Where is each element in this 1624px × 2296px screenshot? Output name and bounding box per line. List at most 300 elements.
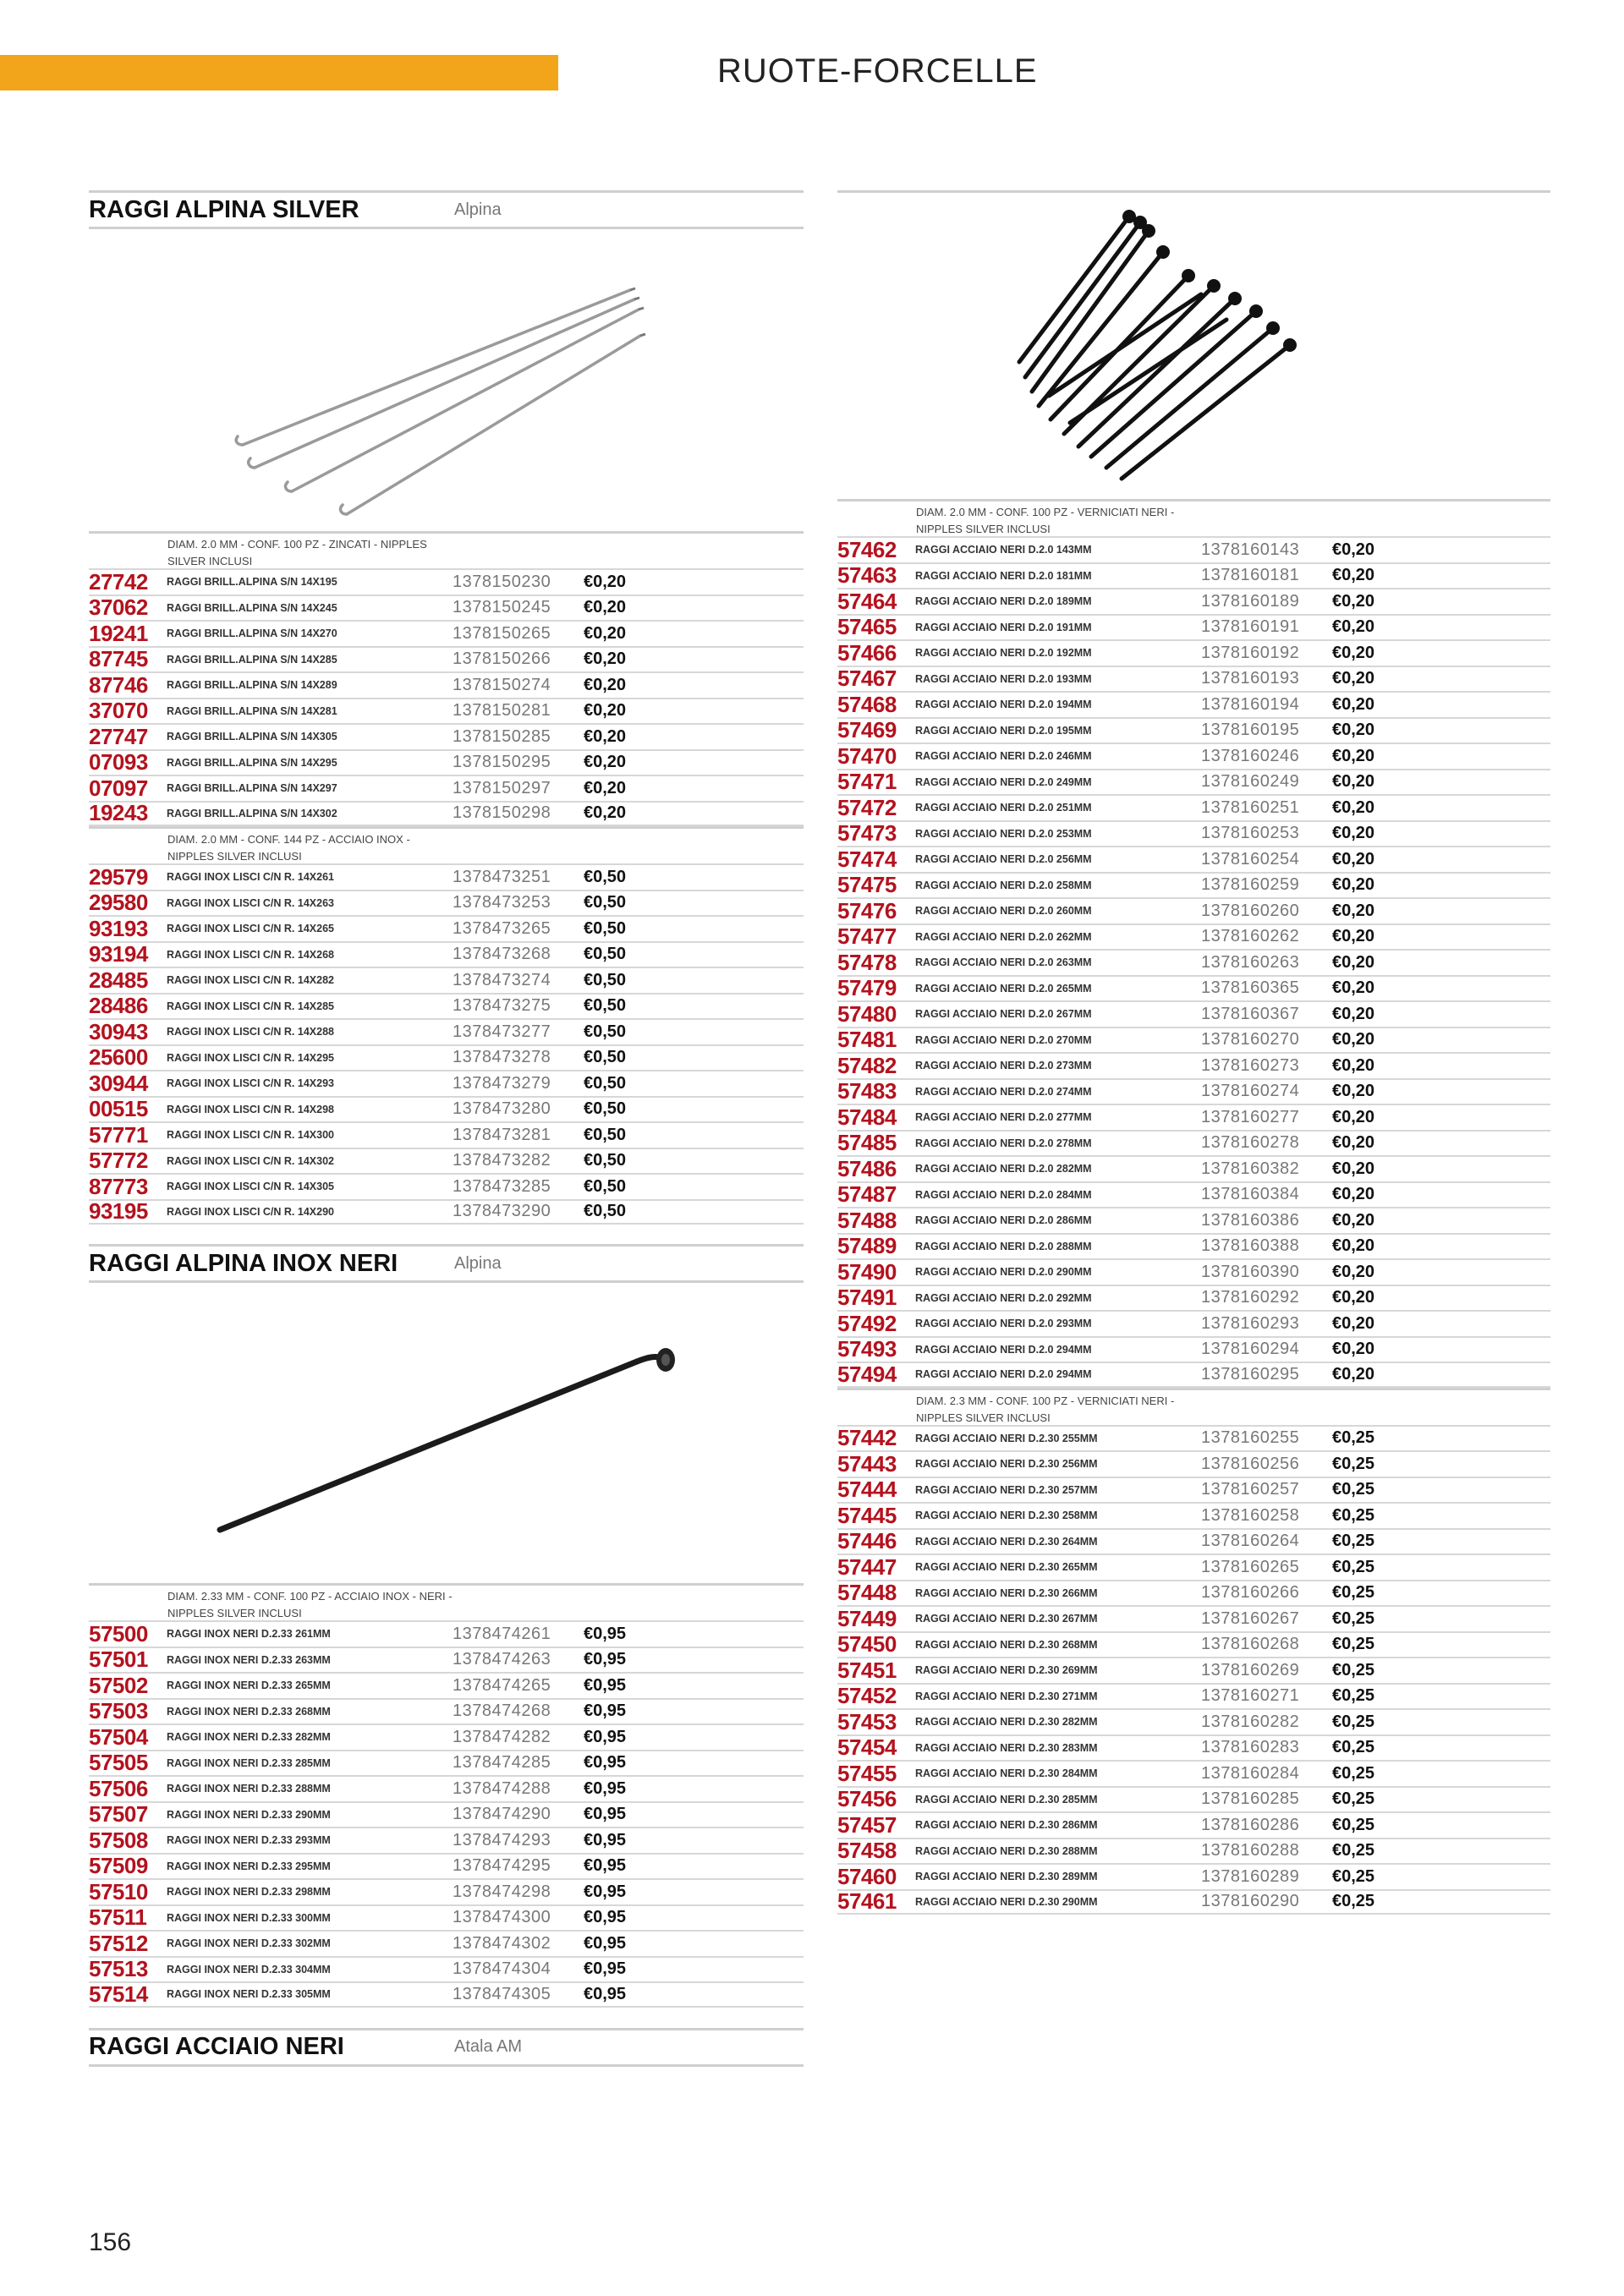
- product-code: 57484: [837, 1104, 897, 1130]
- unit-price: €0,25: [1332, 1815, 1375, 1834]
- unit-price: €0,20: [1332, 875, 1375, 895]
- product-description: RAGGI ACCIAIO NERI D.2.0 267MM: [915, 1008, 1092, 1021]
- table-row: [837, 1657, 1550, 1683]
- table-row: [89, 1853, 804, 1879]
- ean-code: 1378160284: [1201, 1763, 1300, 1783]
- section-header-alpina-silver: [89, 190, 804, 229]
- product-description: RAGGI ACCIAIO NERI D.2.0 286MM: [915, 1214, 1092, 1227]
- unit-price: €0,20: [1332, 952, 1375, 972]
- ean-code: 1378473282: [453, 1151, 551, 1170]
- ean-code: 1378160283: [1201, 1738, 1300, 1757]
- ean-code: 1378160384: [1201, 1185, 1300, 1204]
- product-description: RAGGI INOX NERI D.2.33 298MM: [167, 1886, 331, 1899]
- unit-price: €0,95: [584, 1830, 627, 1849]
- product-code: 57457: [837, 1811, 897, 1838]
- product-description: RAGGI INOX LISCI C/N R. 14X298: [167, 1103, 334, 1115]
- ean-code: 1378160253: [1201, 824, 1300, 843]
- unit-price: €0,25: [1332, 1583, 1375, 1603]
- table-row: [89, 595, 804, 621]
- table-row: [89, 801, 804, 827]
- section-header-acciaio-neri: [89, 2028, 804, 2067]
- product-description: RAGGI BRILL.ALPINA S/N 14X289: [167, 679, 337, 692]
- unit-price: €0,50: [584, 1176, 627, 1196]
- ean-code: 1378160254: [1201, 849, 1300, 869]
- product-description: RAGGI BRILL.ALPINA S/N 14X297: [167, 782, 337, 795]
- unit-price: €0,50: [584, 1048, 627, 1067]
- table-row: [837, 1528, 1550, 1554]
- product-code: 57444: [837, 1477, 897, 1503]
- unit-price: €0,20: [1332, 901, 1375, 920]
- ean-code: 1378160382: [1201, 1159, 1300, 1178]
- product-description: RAGGI BRILL.ALPINA S/N 14X245: [167, 601, 337, 614]
- product-description: RAGGI INOX NERI D.2.33 261MM: [167, 1628, 331, 1641]
- table-row: [837, 1104, 1550, 1130]
- product-description: RAGGI ACCIAIO NERI D.2.0 290MM: [915, 1266, 1092, 1279]
- ean-code: 1378473253: [453, 893, 551, 912]
- ean-code: 1378160289: [1201, 1866, 1300, 1886]
- section-brand: Atala AM: [454, 2037, 523, 2056]
- section-header-alpina-inox-neri: [89, 1244, 804, 1283]
- ean-code: 1378160365: [1201, 978, 1300, 998]
- unit-price: €0,20: [1332, 540, 1375, 559]
- header-accent-bar: [0, 55, 558, 90]
- table-row: [837, 1683, 1550, 1709]
- table-row: [89, 723, 804, 749]
- table-row: [89, 915, 804, 941]
- section-title: RAGGI ALPINA SILVER: [89, 195, 359, 223]
- table-row: [837, 1553, 1550, 1580]
- ean-code: 1378160390: [1201, 1262, 1300, 1281]
- product-description: RAGGI INOX LISCI C/N R. 14X302: [167, 1154, 334, 1167]
- unit-price: €0,95: [584, 1805, 627, 1824]
- product-code: 57492: [837, 1310, 897, 1336]
- unit-price: €0,20: [1332, 591, 1375, 611]
- product-code: 57451: [837, 1657, 897, 1683]
- product-code: 00515: [89, 1096, 148, 1122]
- ean-code: 1378474302: [453, 1933, 551, 1953]
- ean-code: 1378160282: [1201, 1712, 1300, 1731]
- unit-price: €0,50: [584, 1022, 627, 1041]
- product-description: RAGGI INOX NERI D.2.33 304MM: [167, 1963, 331, 1975]
- product-code: 57477: [837, 923, 897, 950]
- product-code: 57474: [837, 846, 897, 872]
- unit-price: €0,20: [1332, 566, 1375, 585]
- unit-price: €0,25: [1332, 1841, 1375, 1860]
- unit-price: €0,20: [1332, 1288, 1375, 1307]
- table-row: [89, 1904, 804, 1931]
- ean-code: 1378160290: [1201, 1892, 1300, 1911]
- product-description: RAGGI INOX NERI D.2.33 295MM: [167, 1860, 331, 1872]
- ean-code: 1378150298: [453, 803, 551, 823]
- unit-price: €0,20: [1332, 617, 1375, 637]
- product-description: RAGGI ACCIAIO NERI D.2.0 193MM: [915, 672, 1092, 685]
- table-row: [89, 1070, 804, 1096]
- product-description: RAGGI INOX NERI D.2.33 293MM: [167, 1834, 331, 1847]
- table-row: [837, 1889, 1550, 1915]
- product-code: 57501: [89, 1647, 148, 1673]
- ean-code: 1378474288: [453, 1778, 551, 1798]
- ean-code: 1378150266: [453, 649, 551, 669]
- unit-price: €0,20: [1332, 1159, 1375, 1178]
- table-row: [837, 1477, 1550, 1503]
- table-row: [837, 1580, 1550, 1606]
- ean-code: 1378160386: [1201, 1210, 1300, 1230]
- product-description: RAGGI ACCIAIO NERI D.2.0 143MM: [915, 544, 1092, 556]
- unit-price: €0,50: [584, 1202, 627, 1221]
- product-description: RAGGI ACCIAIO NERI D.2.0 273MM: [915, 1060, 1092, 1072]
- table-row: [837, 588, 1550, 614]
- product-description: RAGGI ACCIAIO NERI D.2.0 292MM: [915, 1291, 1092, 1304]
- product-code: 07093: [89, 749, 148, 775]
- ean-code: 1378160256: [1201, 1454, 1300, 1473]
- unit-price: €0,25: [1332, 1428, 1375, 1448]
- table-row: [837, 1760, 1550, 1786]
- unit-price: €0,25: [1332, 1763, 1375, 1783]
- ean-code: 1378160267: [1201, 1608, 1300, 1628]
- unit-price: €0,20: [1332, 643, 1375, 662]
- group-description: [89, 531, 804, 568]
- ean-code: 1378474304: [453, 1959, 551, 1979]
- product-code: 57486: [837, 1155, 897, 1181]
- unit-price: €0,25: [1332, 1505, 1375, 1525]
- table-row: [89, 1672, 804, 1698]
- product-photo-silver-spokes: [89, 229, 804, 531]
- product-code: 93193: [89, 915, 148, 941]
- table-row: [837, 1233, 1550, 1259]
- table-row: [89, 967, 804, 993]
- group-description: [837, 1388, 1550, 1425]
- ean-code: 1378160194: [1201, 694, 1300, 714]
- product-description: RAGGI ACCIAIO NERI D.2.0 270MM: [915, 1033, 1092, 1046]
- unit-price: €0,20: [1332, 1082, 1375, 1101]
- product-code: 57467: [837, 666, 897, 692]
- table-row: [837, 1310, 1550, 1336]
- unit-price: €0,20: [1332, 1364, 1375, 1384]
- product-description: RAGGI BRILL.ALPINA S/N 14X270: [167, 627, 337, 640]
- product-code: 57488: [837, 1207, 897, 1233]
- ean-code: 1378160265: [1201, 1557, 1300, 1576]
- ean-code: 1378473280: [453, 1099, 551, 1119]
- unit-price: €0,95: [584, 1701, 627, 1721]
- unit-price: €0,20: [584, 598, 627, 617]
- group-description-text: DIAM. 2.0 MM - CONF. 144 PZ - ACCIAIO INOX - NIPPLES SILVER INCLUSI: [167, 833, 410, 863]
- unit-price: €0,20: [1332, 746, 1375, 765]
- product-code: 87745: [89, 646, 148, 672]
- ean-code: 1378150230: [453, 572, 551, 591]
- product-description: RAGGI ACCIAIO NERI D.2.0 274MM: [915, 1085, 1092, 1098]
- item-list: [89, 863, 804, 1225]
- table-row: [89, 1775, 804, 1801]
- product-description: RAGGI ACCIAIO NERI D.2.30 282MM: [915, 1716, 1098, 1729]
- product-code: 37062: [89, 595, 148, 621]
- ean-code: 1378473290: [453, 1202, 551, 1221]
- unit-price: €0,20: [1332, 721, 1375, 740]
- unit-price: €0,20: [1332, 1004, 1375, 1023]
- table-row: [837, 1181, 1550, 1208]
- unit-price: €0,20: [1332, 849, 1375, 869]
- table-row: [89, 1750, 804, 1776]
- product-description: RAGGI ACCIAIO NERI D.2.30 266MM: [915, 1586, 1098, 1599]
- product-code: 19243: [89, 800, 148, 826]
- ean-code: 1378160277: [1201, 1107, 1300, 1126]
- ean-code: 1378474282: [453, 1727, 551, 1746]
- product-description: RAGGI ACCIAIO NERI D.2.0 253MM: [915, 827, 1092, 840]
- unit-price: €0,20: [1332, 1262, 1375, 1281]
- section-title: RAGGI ALPINA INOX NERI: [89, 1249, 398, 1277]
- product-code: 57458: [837, 1838, 897, 1864]
- ean-code: 1378160278: [1201, 1133, 1300, 1153]
- table-row: [837, 1786, 1550, 1812]
- unit-price: €0,20: [1332, 772, 1375, 792]
- unit-price: €0,25: [1332, 1660, 1375, 1680]
- group-description: [89, 1583, 804, 1620]
- table-row: [837, 975, 1550, 1001]
- product-code: 57494: [837, 1361, 897, 1387]
- unit-price: €0,50: [584, 1151, 627, 1170]
- unit-price: €0,25: [1332, 1635, 1375, 1654]
- page-number: 156: [89, 2228, 132, 2256]
- unit-price: €0,20: [1332, 927, 1375, 946]
- unit-price: €0,50: [584, 867, 627, 886]
- unit-price: €0,20: [1332, 1210, 1375, 1230]
- ean-code: 1378160264: [1201, 1532, 1300, 1551]
- unit-price: €0,20: [584, 753, 627, 772]
- group-description-text: DIAM. 2.33 MM - CONF. 100 PZ - ACCIAIO INOX - NERI - NIPPLES SILVER INCLUSI: [167, 1590, 453, 1619]
- product-photo-black-spoke: [89, 1283, 804, 1583]
- ean-code: 1378160257: [1201, 1480, 1300, 1499]
- product-description: RAGGI INOX NERI D.2.33 282MM: [167, 1731, 331, 1744]
- unit-price: €0,25: [1332, 1608, 1375, 1628]
- table-row: [837, 666, 1550, 692]
- table-row: [837, 820, 1550, 847]
- unit-price: €0,20: [584, 623, 627, 643]
- ean-code: 1378150297: [453, 778, 551, 797]
- product-description: RAGGI ACCIAIO NERI D.2.30 257MM: [915, 1483, 1098, 1496]
- table-row: [89, 1878, 804, 1904]
- table-row: [837, 1708, 1550, 1734]
- unit-price: €0,20: [1332, 824, 1375, 843]
- table-row: [89, 1148, 804, 1174]
- unit-price: €0,50: [584, 996, 627, 1016]
- unit-price: €0,25: [1332, 1532, 1375, 1551]
- left-column: [89, 190, 804, 2067]
- product-code: 57454: [837, 1734, 897, 1761]
- table-row: [89, 1723, 804, 1750]
- product-code: 57510: [89, 1878, 148, 1904]
- table-row: [89, 1647, 804, 1673]
- product-code: 57450: [837, 1631, 897, 1658]
- product-description: RAGGI INOX LISCI C/N R. 14X300: [167, 1129, 334, 1142]
- table-row: [89, 620, 804, 646]
- page-title: RUOTE-FORCELLE: [717, 52, 1038, 90]
- product-description: RAGGI ACCIAIO NERI D.2.0 263MM: [915, 956, 1092, 969]
- ean-code: 1378473265: [453, 918, 551, 938]
- unit-price: €0,20: [584, 803, 627, 823]
- product-code: 28486: [89, 993, 148, 1019]
- product-code: 57772: [89, 1148, 148, 1174]
- ean-code: 1378160259: [1201, 875, 1300, 895]
- ean-code: 1378474290: [453, 1805, 551, 1824]
- product-description: RAGGI ACCIAIO NERI D.2.0 284MM: [915, 1188, 1092, 1201]
- ean-code: 1378474293: [453, 1830, 551, 1849]
- product-code: 57465: [837, 614, 897, 640]
- unit-price: €0,25: [1332, 1557, 1375, 1576]
- product-code: 57461: [837, 1888, 897, 1915]
- ean-code: 1378150285: [453, 726, 551, 746]
- product-code: 29580: [89, 890, 148, 916]
- table-row: [837, 639, 1550, 666]
- product-description: RAGGI ACCIAIO NERI D.2.0 260MM: [915, 905, 1092, 918]
- product-description: RAGGI ACCIAIO NERI D.2.30 290MM: [915, 1895, 1098, 1908]
- table-row: [837, 1285, 1550, 1311]
- unit-price: €0,20: [584, 572, 627, 591]
- ean-code: 1378160263: [1201, 952, 1300, 972]
- unit-price: €0,50: [584, 945, 627, 964]
- product-description: RAGGI ACCIAIO NERI D.2.30 256MM: [915, 1458, 1098, 1471]
- ean-code: 1378160193: [1201, 669, 1300, 688]
- unit-price: €0,50: [584, 1073, 627, 1093]
- unit-price: €0,50: [584, 1125, 627, 1144]
- ean-code: 1378160367: [1201, 1004, 1300, 1023]
- ean-code: 1378160270: [1201, 1030, 1300, 1049]
- product-code: 57476: [837, 897, 897, 923]
- product-description: RAGGI ACCIAIO NERI D.2.30 284MM: [915, 1767, 1098, 1780]
- product-description: RAGGI ACCIAIO NERI D.2.30 268MM: [915, 1638, 1098, 1651]
- unit-price: €0,20: [1332, 1133, 1375, 1153]
- ean-code: 1378150295: [453, 753, 551, 772]
- table-row: [837, 1838, 1550, 1864]
- table-row: [89, 941, 804, 967]
- product-description: RAGGI ACCIAIO NERI D.2.0 265MM: [915, 982, 1092, 995]
- product-description: RAGGI ACCIAIO NERI D.2.30 265MM: [915, 1561, 1098, 1574]
- product-description: RAGGI BRILL.ALPINA S/N 14X285: [167, 653, 337, 666]
- table-row: [89, 646, 804, 672]
- product-description: RAGGI ACCIAIO NERI D.2.30 271MM: [915, 1690, 1098, 1702]
- table-row: [837, 1605, 1550, 1631]
- product-code: 93194: [89, 941, 148, 967]
- ean-code: 1378160181: [1201, 566, 1300, 585]
- table-row: [837, 1450, 1550, 1477]
- table-row: [837, 1502, 1550, 1528]
- product-description: RAGGI INOX NERI D.2.33 288MM: [167, 1783, 331, 1795]
- product-description: RAGGI INOX NERI D.2.33 300MM: [167, 1911, 331, 1924]
- product-code: 57493: [837, 1336, 897, 1362]
- product-description: RAGGI ACCIAIO NERI D.2.0 294MM: [915, 1368, 1092, 1381]
- product-description: RAGGI INOX LISCI C/N R. 14X290: [167, 1205, 334, 1218]
- ean-code: 1378160269: [1201, 1660, 1300, 1680]
- right-column: [837, 190, 1550, 1915]
- ean-code: 1378474268: [453, 1701, 551, 1721]
- unit-price: €0,25: [1332, 1686, 1375, 1706]
- ean-code: 1378160249: [1201, 772, 1300, 792]
- group-description: [837, 499, 1550, 536]
- product-code: 57509: [89, 1853, 148, 1879]
- table-row: [89, 1620, 804, 1647]
- ean-code: 1378473285: [453, 1176, 551, 1196]
- unit-price: €0,20: [1332, 978, 1375, 998]
- table-row: [89, 1173, 804, 1199]
- product-code: 57468: [837, 691, 897, 717]
- unit-price: €0,50: [584, 893, 627, 912]
- product-description: RAGGI INOX NERI D.2.33 290MM: [167, 1808, 331, 1821]
- ean-code: 1378160251: [1201, 797, 1300, 817]
- group-description-text: DIAM. 2.3 MM - CONF. 100 PZ - VERNICIATI NERI - NIPPLES SILVER INCLUSI: [916, 1394, 1175, 1424]
- product-code: 57469: [837, 717, 897, 743]
- table-row: [837, 1130, 1550, 1156]
- table-row: [837, 872, 1550, 898]
- product-description: RAGGI ACCIAIO NERI D.2.30 255MM: [915, 1432, 1098, 1444]
- ean-code: 1378474265: [453, 1675, 551, 1695]
- table-row: [89, 1044, 804, 1071]
- ean-code: 1378473281: [453, 1125, 551, 1144]
- ean-code: 1378160258: [1201, 1505, 1300, 1525]
- ean-code: 1378160143: [1201, 540, 1300, 559]
- unit-price: €0,95: [584, 1675, 627, 1695]
- table-row: [89, 698, 804, 724]
- table-row: [837, 1425, 1550, 1451]
- product-code: 57463: [837, 562, 897, 589]
- product-code: 57443: [837, 1450, 897, 1477]
- product-description: RAGGI BRILL.ALPINA S/N 14X295: [167, 756, 337, 769]
- product-description: RAGGI ACCIAIO NERI D.2.0 195MM: [915, 724, 1092, 737]
- product-code: 57503: [89, 1698, 148, 1724]
- unit-price: €0,95: [584, 1882, 627, 1901]
- product-description: RAGGI ACCIAIO NERI D.2.0 191MM: [915, 621, 1092, 633]
- product-code: 57485: [837, 1130, 897, 1156]
- ean-code: 1378160286: [1201, 1815, 1300, 1834]
- table-row: [89, 1981, 804, 2008]
- product-description: RAGGI ACCIAIO NERI D.2.30 283MM: [915, 1741, 1098, 1754]
- unit-price: €0,25: [1332, 1454, 1375, 1473]
- product-photo-black-steel-spokes: [837, 193, 1550, 499]
- unit-price: €0,50: [584, 918, 627, 938]
- table-row: [837, 1863, 1550, 1889]
- product-description: RAGGI INOX LISCI C/N R. 14X305: [167, 1181, 334, 1193]
- product-code: 57482: [837, 1052, 897, 1078]
- table-row: [837, 1258, 1550, 1285]
- product-description: RAGGI INOX NERI D.2.33 285MM: [167, 1756, 331, 1769]
- ean-code: 1378160266: [1201, 1583, 1300, 1603]
- table-row: [837, 1207, 1550, 1233]
- product-description: RAGGI BRILL.ALPINA S/N 14X281: [167, 704, 337, 717]
- product-code: 57507: [89, 1801, 148, 1827]
- product-code: 57462: [837, 536, 897, 562]
- unit-price: €0,20: [1332, 1185, 1375, 1204]
- product-code: 57475: [837, 872, 897, 898]
- product-code: 87746: [89, 671, 148, 698]
- unit-price: €0,20: [584, 649, 627, 669]
- ean-code: 1378160292: [1201, 1288, 1300, 1307]
- unit-price: €0,20: [584, 726, 627, 746]
- ean-code: 1378473278: [453, 1048, 551, 1067]
- product-description: RAGGI INOX NERI D.2.33 265MM: [167, 1680, 331, 1692]
- item-list: [89, 1620, 804, 2008]
- product-description: RAGGI ACCIAIO NERI D.2.0 256MM: [915, 853, 1092, 866]
- table-row: [89, 1827, 804, 1853]
- table-row: [89, 1121, 804, 1148]
- unit-price: €0,20: [1332, 1107, 1375, 1126]
- group-description-text: DIAM. 2.0 MM - CONF. 100 PZ - VERNICIATI NERI - NIPPLES SILVER INCLUSI: [916, 506, 1175, 535]
- unit-price: €0,95: [584, 1984, 627, 2003]
- table-row: [89, 1096, 804, 1122]
- product-description: RAGGI ACCIAIO NERI D.2.30 264MM: [915, 1535, 1098, 1548]
- table-row: [89, 1801, 804, 1827]
- product-code: 57481: [837, 1027, 897, 1053]
- product-description: RAGGI ACCIAIO NERI D.2.0 282MM: [915, 1163, 1092, 1175]
- ean-code: 1378473274: [453, 970, 551, 989]
- product-code: 29579: [89, 863, 148, 890]
- product-code: 57508: [89, 1827, 148, 1853]
